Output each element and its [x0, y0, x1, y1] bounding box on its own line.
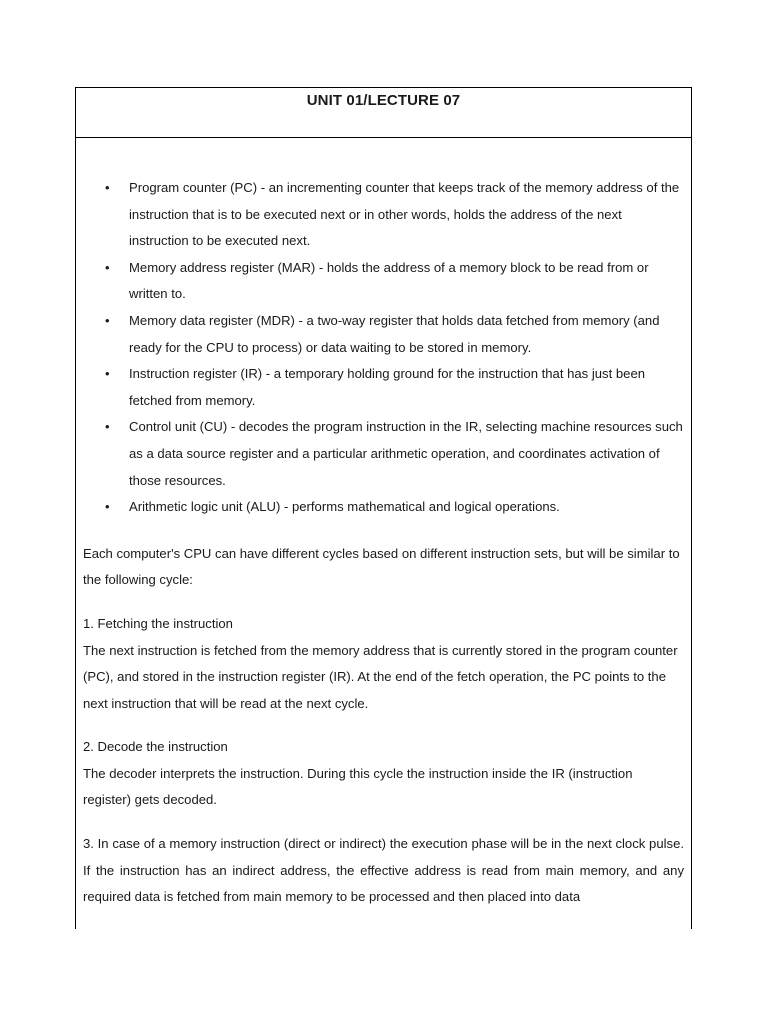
list-item: • Memory address register (MAR) - holds the address of a memory block to be read from or written to.	[83, 255, 684, 308]
bullet-icon: •	[105, 180, 110, 195]
step1-paragraph: The next instruction is fetched from the memory address that is currently stored in the program counter (PC), and stored in the instruction register (IR). At the end of the fetch operation, the PC points to the next instruction that will be read at the next cycle.	[83, 642, 678, 711]
step2-heading: 2. Decode the instruction	[83, 739, 228, 755]
document-frame	[75, 87, 692, 929]
bullet-icon: •	[105, 312, 110, 328]
list-item: • Control unit (CU) - decodes the program instruction in the IR, selecting machine resources such as a data source register and a particular arithmetic operation, and coordinates activation of those resources.	[83, 414, 684, 494]
spacer	[83, 814, 684, 831]
spacer	[83, 717, 684, 734]
step2-paragraph: The decoder interprets the instruction. During this cycle the instruction inside the IR (instruction register) gets decoded.	[83, 765, 633, 808]
list-item: • Arithmetic logic unit (ALU) - performs mathematical and logical operations.	[83, 494, 684, 521]
register-list	[83, 175, 684, 521]
list-item: • Program counter (PC) - an incrementing counter that keeps track of the memory address of the instruction that is to be executed next or in other words, holds the address of the next instruction to be executed next.	[83, 175, 684, 255]
bullet-icon: •	[105, 499, 110, 515]
step3-paragraph: 3. In case of a memory instruction (direct or indirect) the execution phase will be in the next clock pulse.	[83, 836, 684, 852]
list-item: • Memory data register (MDR) - a two-way register that holds data fetched from memory (and ready for the CPU to process) or data waiting to be stored in memory.	[83, 308, 684, 361]
document-body	[76, 138, 691, 911]
title-cell	[76, 88, 691, 138]
page-title: UNIT 01/LECTURE 07	[306, 92, 461, 109]
step1-heading: 1. Fetching the instruction	[83, 615, 233, 631]
bullet-icon: •	[105, 259, 110, 275]
spacer	[83, 594, 684, 611]
step3-continued-paragraph: If the instruction has an indirect address, the effective address is read from main memory, and any required data is fetched from main memory to be processed and then placed into data	[83, 862, 684, 905]
bullet-icon: •	[105, 366, 110, 382]
list-item: • Instruction register (IR) - a temporary holding ground for the instruction that has just been fetched from memory.	[83, 361, 684, 414]
intro-paragraph: Each computer's CPU can have different cycles based on different instruction sets, but will be similar to the following cycle:	[83, 545, 680, 588]
spacer	[83, 524, 684, 541]
bullet-icon: •	[105, 419, 110, 435]
